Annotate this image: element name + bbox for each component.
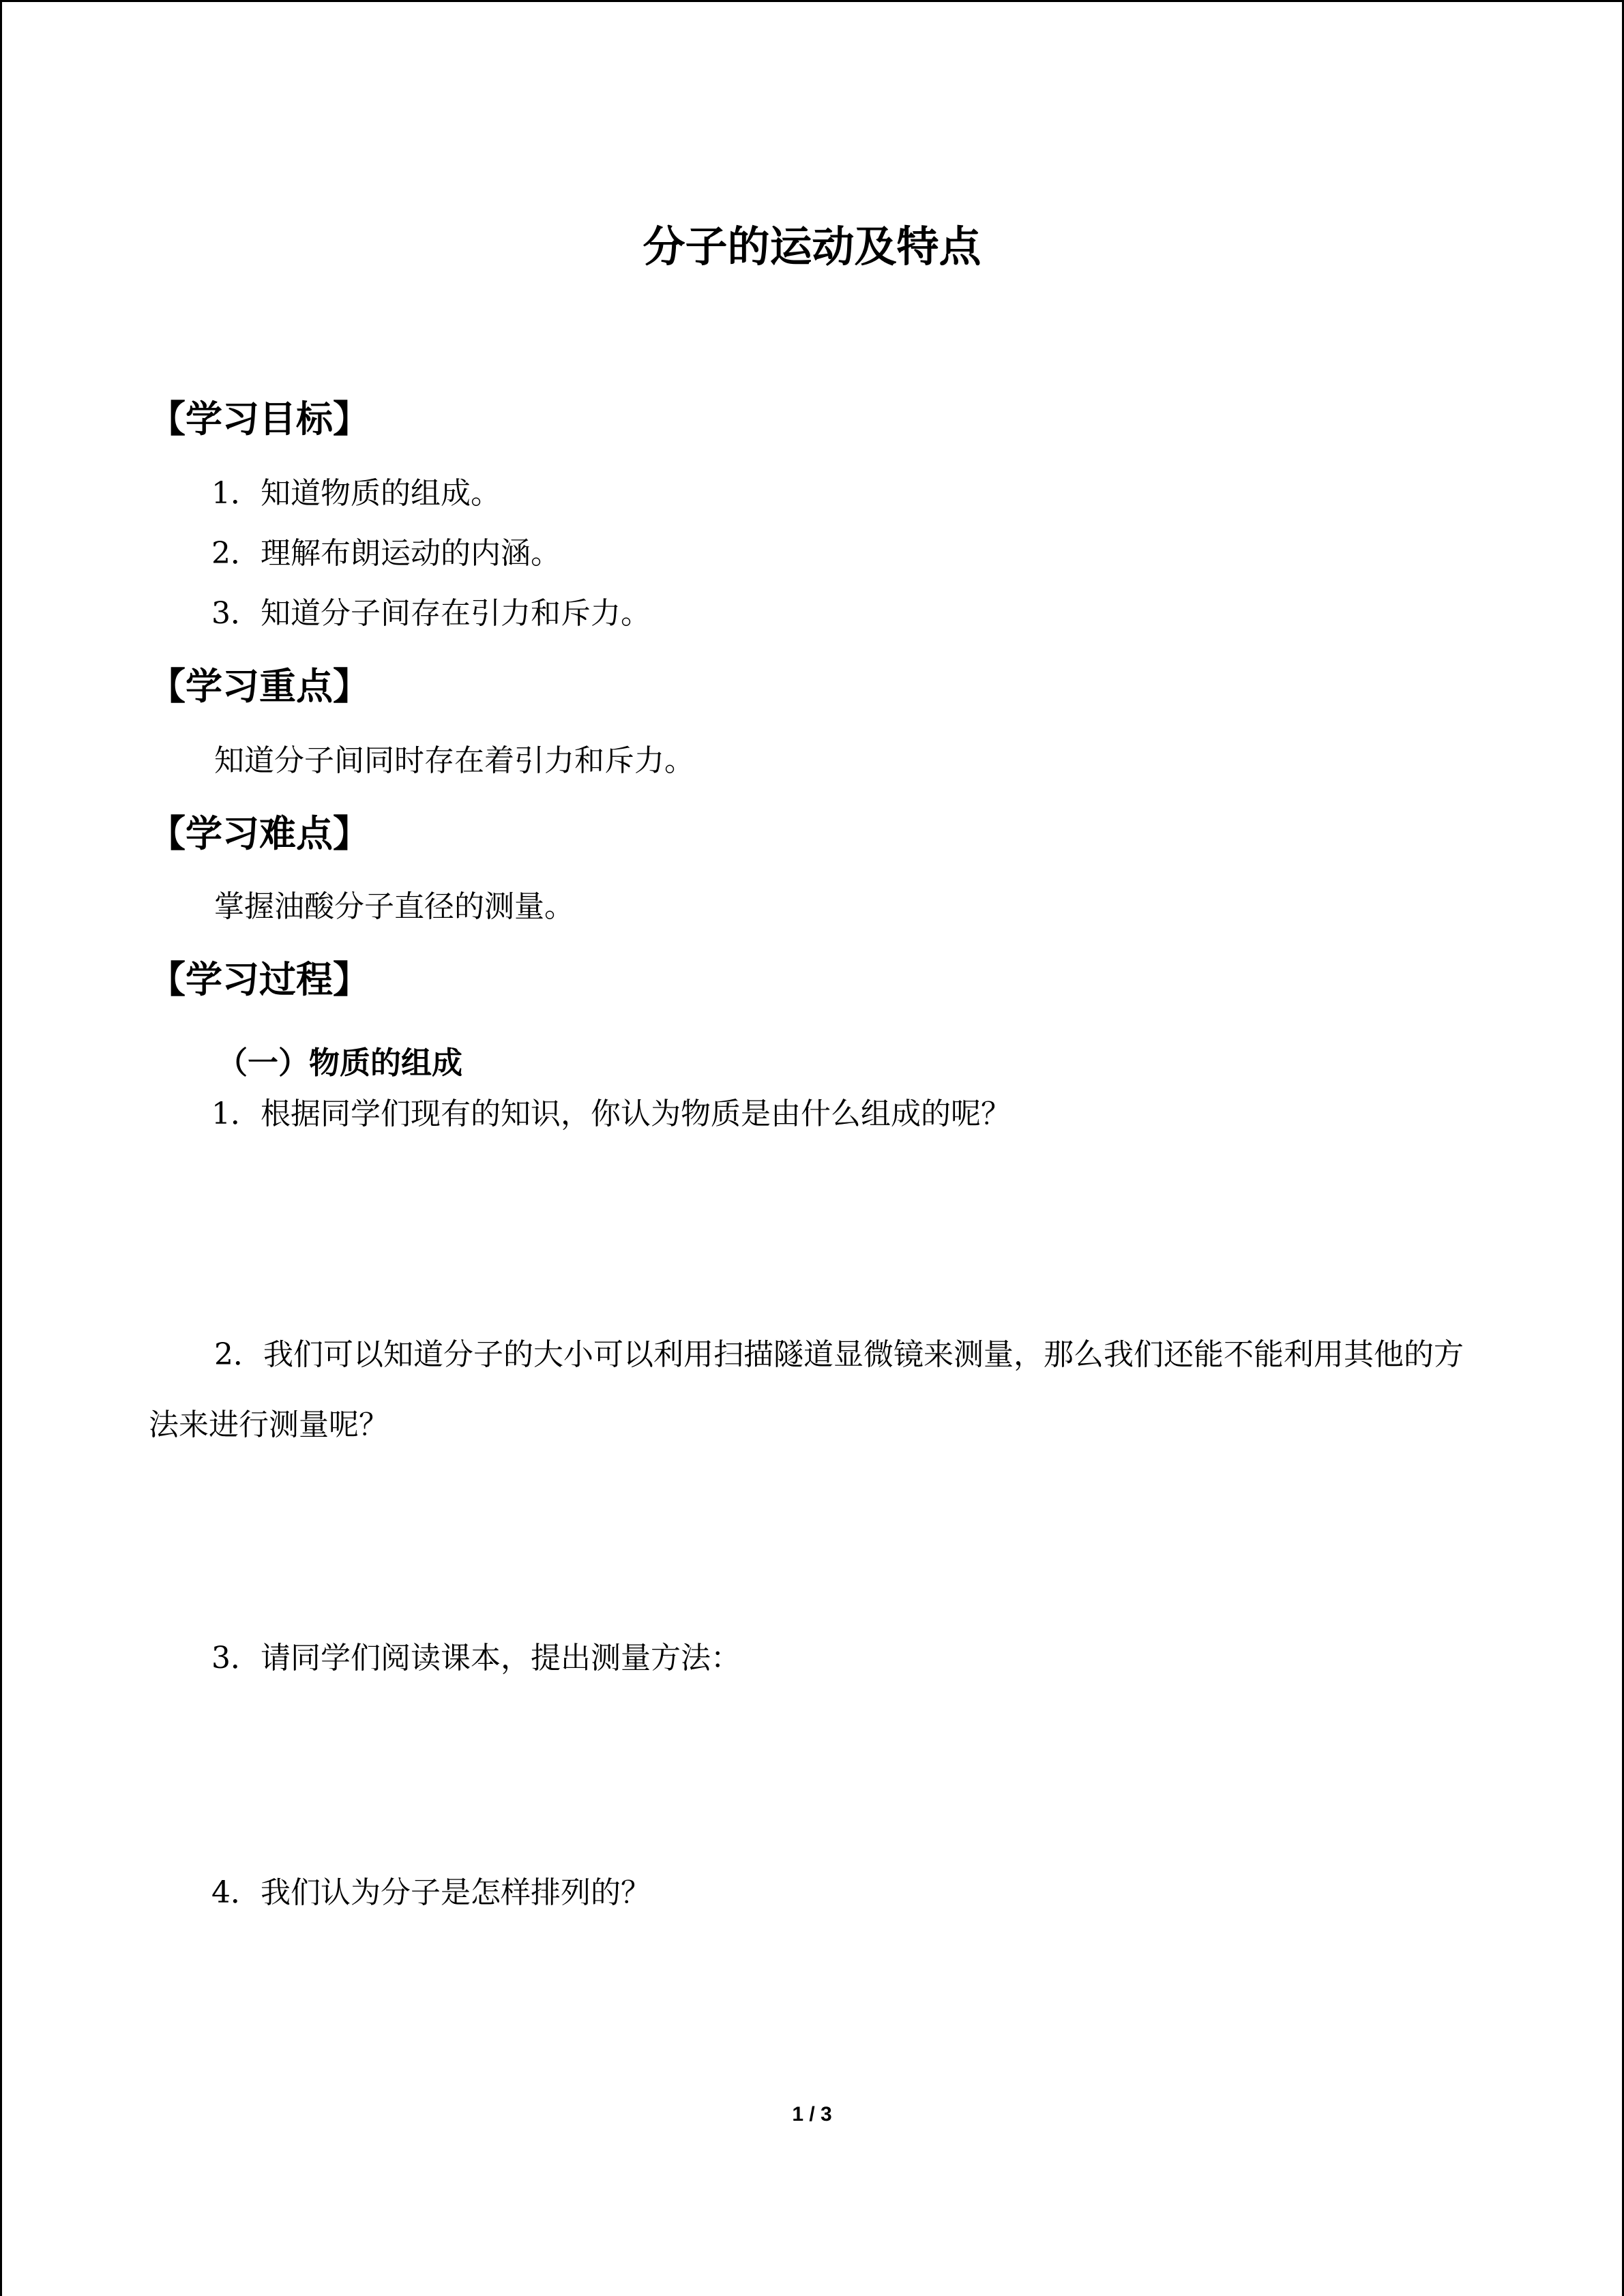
process-heading: 【学习过程】 — [149, 958, 370, 1001]
objective-item-1: 1．知道物质的组成。 — [211, 476, 501, 511]
objective-item-3: 3．知道分子间存在引力和斥力。 — [211, 596, 651, 631]
objective-item-2: 2．理解布朗运动的内涵。 — [211, 536, 561, 571]
objectives-heading: 【学习目标】 — [149, 398, 370, 441]
question-3: 3．请同学们阅读课本，提出测量方法： — [211, 1641, 741, 1675]
question-2: 2．我们可以知道分子的大小可以利用扫描隧道显微镜来测量，那么我们还能不能利用其他的方法来进行测量呢？ — [149, 1337, 1464, 1442]
difficulties-heading: 【学习难点】 — [149, 812, 370, 855]
process-subheading: （一）物质的组成 — [217, 1045, 463, 1081]
page-number: 1 / 3 — [792, 2103, 832, 2126]
question-1: 1．根据同学们现有的知识，你认为物质是由什么组成的呢？ — [211, 1097, 1011, 1131]
key-points-text: 知道分子间同时存在着引力和斥力。 — [214, 743, 694, 778]
question-4: 4．我们认为分子是怎样排列的？ — [211, 1875, 651, 1910]
key-points-heading: 【学习重点】 — [149, 665, 370, 708]
document-title: 分子的运动及特点 — [643, 222, 981, 271]
difficulties-text: 掌握油酸分子直径的测量。 — [214, 889, 574, 924]
